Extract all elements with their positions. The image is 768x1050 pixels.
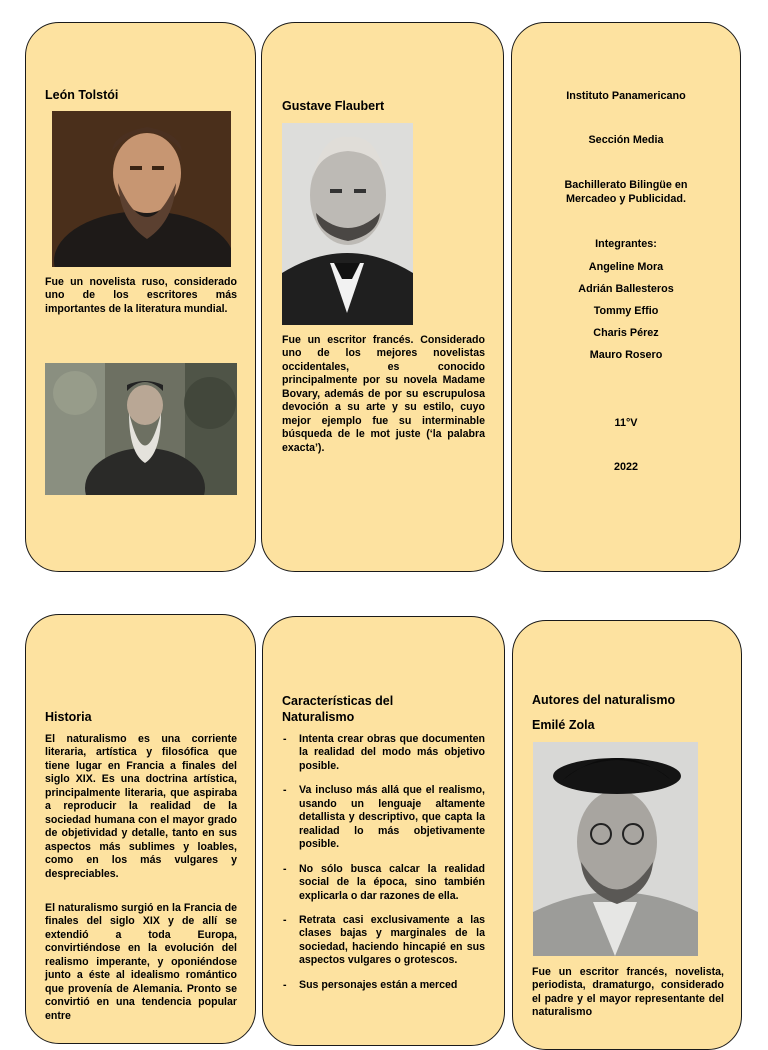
tolstoi-garden-photo [45, 363, 237, 495]
list-item: - Va incluso más allá que el realismo, usando un lenguaje altamente detallista y descriptivo, que capta la realidad lo más objetivamente posible. [282, 784, 485, 851]
tolstoi-portrait-photo [52, 111, 231, 267]
list-item: - Sus personajes están a merced [282, 979, 485, 992]
autores-title: Autores del naturalismo [532, 693, 676, 707]
panel-flaubert [261, 22, 504, 572]
member-name: Angeline Mora [588, 261, 664, 273]
panel-autores [512, 620, 742, 1050]
program-line-1: Bachillerato Bilingüe en [564, 179, 688, 191]
flaubert-bio: Fue un escritor francés. Considerado uno de los mejores novelistas occidentales, es conocido principalmente por su novela Madame Bovary, además de por su escrupulosa devoción a su arte y su estilo, cuyo mejor ejemplo fue su interminable búsqueda de le mot juste (‘la palabra exacta’). [282, 334, 485, 454]
flaubert-portrait-photo [282, 123, 413, 325]
panel-cover [511, 22, 741, 572]
zola-name: Emilé Zola [532, 718, 595, 732]
caracteristicas-title-line-1: Características del [282, 694, 394, 708]
list-item: - Intenta crear obras que documenten la realidad del modo más objetivo posible. [282, 733, 485, 773]
list-item: - Retrata casi exclusivamente a las clases bajas y marginales de la sociedad, haciendo hincapié en sus aspectos vulgares o grotescos. [282, 914, 485, 968]
caracteristicas-title-line-2: Naturalismo [282, 710, 355, 724]
historia-title: Historia [45, 710, 92, 724]
flaubert-name: Gustave Flaubert [282, 99, 385, 113]
member-name: Mauro Rosero [589, 349, 663, 361]
panel-historia [25, 614, 256, 1044]
grade: 11°V [614, 417, 638, 429]
zola-portrait-photo [533, 742, 698, 956]
historia-paragraph-2: El naturalismo surgió en la Francia de finales del siglo XIX y de allí se extendió a toda Europa, convirtiéndose en la evolución del realismo imperante, y oponiéndose junto a éste al idealismo romántico que provenía de Alemania. Pronto se convirtió en una tendencia popular entre [45, 902, 237, 1022]
year: 2022 [613, 461, 639, 473]
list-item: - No sólo busca calcar la realidad social de la época, sino también explicarla o dar razones de ella. [282, 863, 485, 903]
institute-name: Instituto Panamericano [566, 90, 686, 102]
member-name: Tommy Effio [593, 305, 659, 317]
member-name: Adrián Ballesteros [578, 283, 674, 295]
section-name: Sección Media [588, 134, 664, 146]
members-label: Integrantes: [595, 238, 657, 250]
zola-bio: Fue un escritor francés, novelista, periodista, dramaturgo, considerado el padre y el mayor representante del naturalismo [532, 966, 724, 1019]
panel-caracteristicas [262, 616, 505, 1046]
program-line-2: Mercadeo y Publicidad. [566, 193, 686, 205]
tolstoi-bio: Fue un novelista ruso, considerado uno de los escritores más importantes de la literatura mundial. [45, 276, 237, 315]
tolstoi-name: León Tolstói [45, 88, 119, 102]
historia-paragraph-1: El naturalismo es una corriente literaria, artística y filosófica que tiene lugar en Francia a finales del siglo XIX. Es una doctrina artística, principalmente literaria, que aspiraba a reproducir la realidad de la sociedad humana con el mayor grado de objetividad y detalle, tanto en sus aspectos más sublimes y loables, como en los más vulgares y despreciables. [45, 733, 237, 880]
caracteristicas-list [282, 733, 485, 1003]
member-name: Charis Pérez [593, 327, 659, 339]
panel-tolstoi [25, 22, 256, 572]
